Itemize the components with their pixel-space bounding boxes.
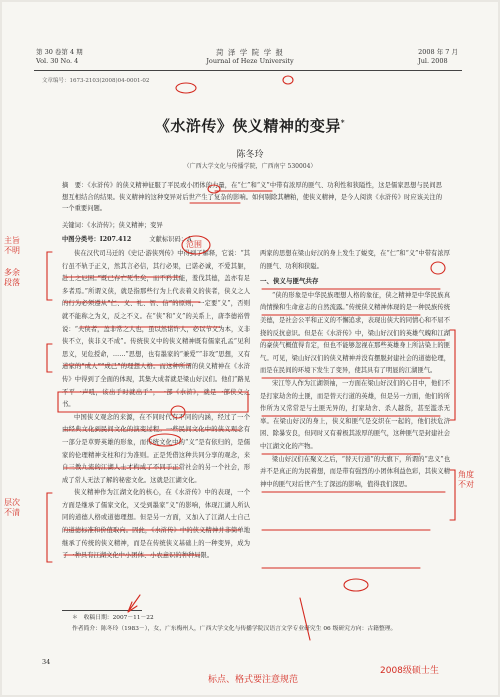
body-paragraph: 宋江等人作为江湖领袖，一方面在梁山好汉们的心目中，他们不是打家劫舍的土匪，而是替天行道的英雄，但是另一方面，他们的所作所为又常常是与土匪无异的，打家劫舍、杀人越货，甚至滥杀无辜。在梁山好汉的身上，侠义和匪气是交织在一起的，他们扶危济困、除暴安良，但同时又有着极其浓厚的匪气，这种匪气是封建社会中江湖文化的产物。 <box>260 379 450 450</box>
bracket-mark <box>47 344 52 372</box>
date-en: Jul. 2008 <box>418 57 448 65</box>
body-paragraph: 侠在汉代司马迁的《史记·游侠列传》中得到了解释，它说：“其行虽不轨于正义，然其言必信，其行必果，已诺必诚，不爱其躯，赴士之厄困。”既已存亡死生矣，而不矜其能，羞伐其德，盖亦有足多者焉。”所谓义侠，就是指那些行为上代表着义的侠者，侠义之人的行为必须遵从“仁、义、礼、智、信”的原则，一定要“义”，否则就不能称之为义，反之不义。在“侠”和“义”的关系上，唐李德裕曾说：“夫侠者，盖非常之人也，虽以然诺许人，必以节义为本，义非侠不立，侠非义不成”。传统侠义中的侠义精神既有儒家孔孟“见利思义，见危授命，……”思想，也有墨家的“兼爱”“非攻”思想，又有道家的“成人”“成己”的理想人格。而这种所谓的侠义精神在《水浒传》中得到了全面的体现，其集大成者就是梁山好汉们。他们“路见不平一声吼，该出手时就出手”，一部《水浒》，就是一部侠义之书。 <box>62 250 250 409</box>
circle-mark <box>176 83 196 93</box>
author-affiliation: （广西大学文化与传播学院，广西南宁 530004） <box>183 163 317 170</box>
title-text: 《水浒传》侠义精神的变异 <box>154 117 341 135</box>
bracket-mark <box>47 493 52 562</box>
body-paragraph: 侠义精神作为江湖文化的核心，在《水浒传》中的表现，一个方面是继承了儒家文化，又受到墨家“义”的影响，体现江湖人所认同的道德人格或道德理想。但是另一方面，又加入了江湖人士自己的道德标准和价值取向。因此，《水浒传》中的侠义精神并非简单地继承了传统的侠义精神，而是在传统侠义基础上的一种变异，成为了一种具有江湖文化中小团体、小农意识的种种局限。 <box>62 489 250 560</box>
page-number: 34 <box>42 658 51 666</box>
volume-en: Vol. 30 No. 4 <box>36 57 79 65</box>
margin-note: 角度 不对 <box>458 470 474 489</box>
circle-mark <box>344 579 368 591</box>
bottom-right-comment: 2008级硕士生 <box>380 666 439 676</box>
date-cn: 2008 年 7 月 <box>418 48 458 56</box>
journal-en: Journal of Heze University <box>206 57 294 65</box>
margin-note: 主旨 不明 <box>4 236 20 255</box>
footnote-received: ＊ 收稿日期：2007－11－22 <box>72 615 154 621</box>
arrow-mark <box>128 595 140 612</box>
document-id: 文章编号：1673-2103(2008)04-0001-02 <box>42 78 150 84</box>
author-name: 陈冬玲 <box>236 150 264 160</box>
bottom-comment: 标点、格式要注意规范 <box>208 675 299 685</box>
box-mark <box>58 392 248 412</box>
section-heading: 一、侠义与匪气共存 <box>260 277 319 286</box>
margin-note: 多余 段落 <box>4 268 20 287</box>
abstract: 摘 要：《水浒传》的侠义精神征服了平民或小团体的力量，在“仁”和“义”中带有浓厚的匪气、功利性和狭隘性，这是儒家思想与民间思想互相结合的结果。侠义精神的这种变异对后世产生了复杂的影响。如何剔除其糟粕，使侠义精神，是今人阅读《水浒传》时应该关注的一个重要问题。 <box>62 182 442 212</box>
body-paragraph: 两家的思想在梁山好汉的身上发生了蜕变，在“仁”和“义”中带有浓厚的匪气、功利和狭隘。 <box>260 250 450 270</box>
circle-mark <box>431 262 445 274</box>
bracket-mark <box>47 252 52 300</box>
title-footnote-mark: * <box>340 118 346 127</box>
bracket-mark <box>450 470 455 520</box>
document-code: 文献标识码：A <box>149 236 192 243</box>
circle-mark <box>283 76 293 84</box>
classification-number: 中图分类号：I207.412 <box>62 236 132 243</box>
body-paragraph: 中国侠义观念的来源，在不同时代有不同的内涵，经过了一个由经典文化到民间文化的演变过程。一些民间文化中的侠义观念有一部分是草野英雄的形象，而传统文化中的“义”是有依归的，是儒家的伦理精神支柱和行为准则。正是凭借这种共同分享的观念，来自三教九流的江湖人士才构成了不同于正常社会的另一个社会，形成了常人无法了解的秘密文化。这就是江湖文化。 <box>62 413 250 484</box>
body-paragraph: 梁山好汉们在聚义之后，“替天行道”的大旗下，所谓的“忠义”也并不是真正的为民着想，而是带有强烈的小团体利益色彩，其侠义精神中的匪气对后世产生了深远的影响，值得我们深思。 <box>260 455 450 488</box>
footnote-author: 作者简介：陈冬玲（1983－），女，广东梅州人，广西大学文化与传播学院汉语言文学专业研究生 06 级研究方向：古籍整理。 <box>72 626 397 632</box>
bracket-mark <box>450 330 455 420</box>
circle-mark <box>208 185 220 193</box>
circled-note: 范围 <box>186 240 202 249</box>
circle-mark <box>149 434 181 446</box>
body-paragraph: “侠的形象是中华民族理想人格的象征，侠之精神是中华民族真尚情操和生命意志的自然流露。”传统侠义精神体现的是一种民族传统美德，是社会公平和正义的不懈追求，表现出侠大的同情心和不屈不挠的反抗意识。但是在《水浒传》中，梁山好汉们的英雄气魄和江湖的豪侠气概值得肯定，但也不能够忽视在那些英雄身上所沾染上的匪气。可见，梁山好汉们的侠义精神并没有摆脱封建社会的道德伦理，而是在民间的环境下发生了变异，使其具有了明显的江湖匪气。 <box>260 291 450 375</box>
volume-cn: 第 30 卷第 4 期 <box>36 48 83 56</box>
journal-cn: 菏 泽 学 院 学 报 <box>216 48 284 57</box>
keywords: 关键词：《水浒传》；侠义精神；变异 <box>62 222 163 229</box>
margin-note: 层次 不清 <box>4 498 20 517</box>
arrow-mark <box>300 598 310 640</box>
